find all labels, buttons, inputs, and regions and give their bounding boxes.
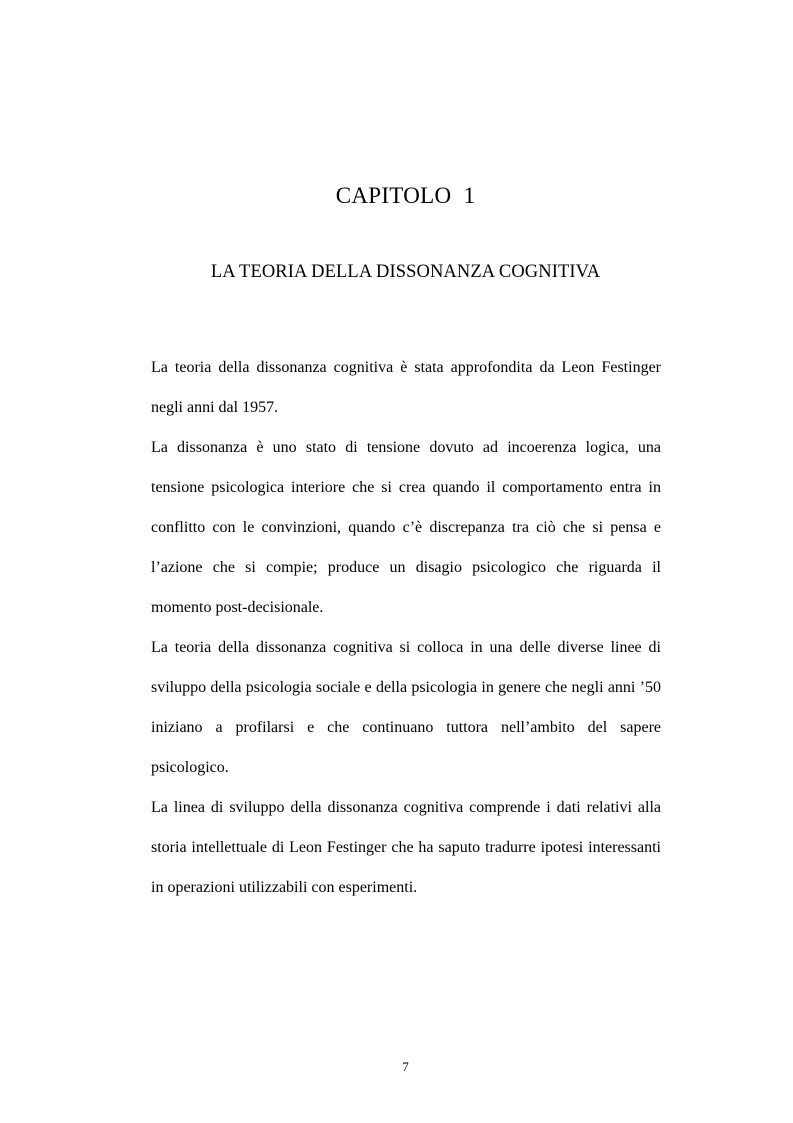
chapter-title: LA TEORIA DELLA DISSONANZA COGNITIVA: [210, 262, 601, 282]
paragraph: La teoria della dissonanza cognitiva è stata approfondita da Leon Festinger negli anni dal 1957.: [151, 359, 661, 416]
page-number: 7: [402, 1059, 409, 1074]
paragraph: La linea di sviluppo della dissonanza cognitiva comprende i dati relativi alla storia intellettuale di Leon Festinger che ha saputo tradurre ipotesi interessanti in operazioni utilizzabili con esperimenti.: [151, 799, 661, 896]
paragraph: La dissonanza è uno stato di tensione dovuto ad incoerenza logica, una tensione psicologica interiore che si crea quando il comportamento entra in conflitto con le convinzioni, quando c’è discrepanza tra ciò che si pensa e l’azione che si compie; produce un disagio psicologico che riguarda il momento post-decisionale.: [151, 439, 661, 616]
chapter-number: CAPITOLO 1: [335, 183, 476, 208]
body-text: [151, 348, 661, 908]
paragraph: La teoria della dissonanza cognitiva si colloca in una delle diverse linee di sviluppo della psicologia sociale e della psicologia in genere che negli anni ’50 iniziano a profilarsi e che continuano tuttora nell’ambito del sapere psicologico.: [151, 639, 661, 776]
